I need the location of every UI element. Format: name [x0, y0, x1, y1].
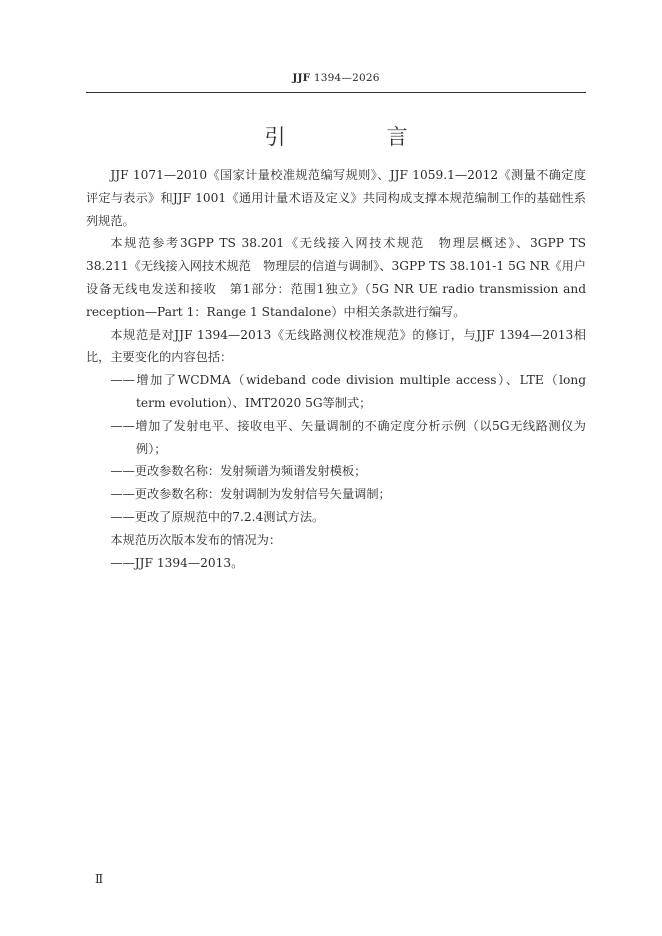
page-title: 引 言 — [264, 125, 448, 149]
paragraph-3gpp: 本规范参考3GPP TS 38.201《无线接入网技术规范 物理层概述》、3GPP TS 38.211《无线接入网技术规范 物理层的信道与调制》、3GPP TS 38.101-1 5G NR《用户设备无线电发送和接收 第1部分：范围1独立》（5G NR UE radio transmission and reception—Part 1：Range 1 Standalone）中相关条款进行编写。 — [86, 236, 586, 319]
change-item: ——增加了WCDMA（wideband code division multiple access）、LTE（long term evolution）、IMT2020 5G等制式； — [110, 373, 586, 410]
change-item: ——更改参数名称：发射调制为发射信号矢量调制； — [110, 487, 391, 502]
paragraph-revision: 本规范是对JJF 1394—2013《无线路测仪校准规范》的修订，与JJF 1394—2013相比，主要变化的内容包括： — [86, 327, 586, 365]
change-item: ——更改参数名称：发射频谱为频谱发射模板； — [110, 464, 367, 479]
header-code: JJF — [292, 72, 311, 84]
header-number: 1394—2026 — [313, 72, 380, 84]
paragraph-references: JJF 1071—2010《国家计量校准规范编写规则》、JJF 1059.1—2012《测量不确定度评定与表示》和JJF 1001《通用计量术语及定义》共同构成支撑本规范编制工作的基础性系列规范。 — [86, 168, 586, 228]
change-item: ——增加了发射电平、接收电平、矢量调制的不确定度分析示例（以5G无线路测仪为例）； — [110, 418, 586, 456]
history-item: ——JJF 1394—2013。 — [110, 555, 244, 570]
page-number: Ⅱ — [95, 872, 104, 886]
history-intro: 本规范历次版本发布的情况为： — [110, 532, 282, 547]
running-header — [86, 72, 586, 84]
document-body — [86, 164, 586, 574]
header-rule — [86, 92, 586, 93]
change-item: ——更改了原规范中的7.2.4测试方法。 — [110, 509, 325, 524]
